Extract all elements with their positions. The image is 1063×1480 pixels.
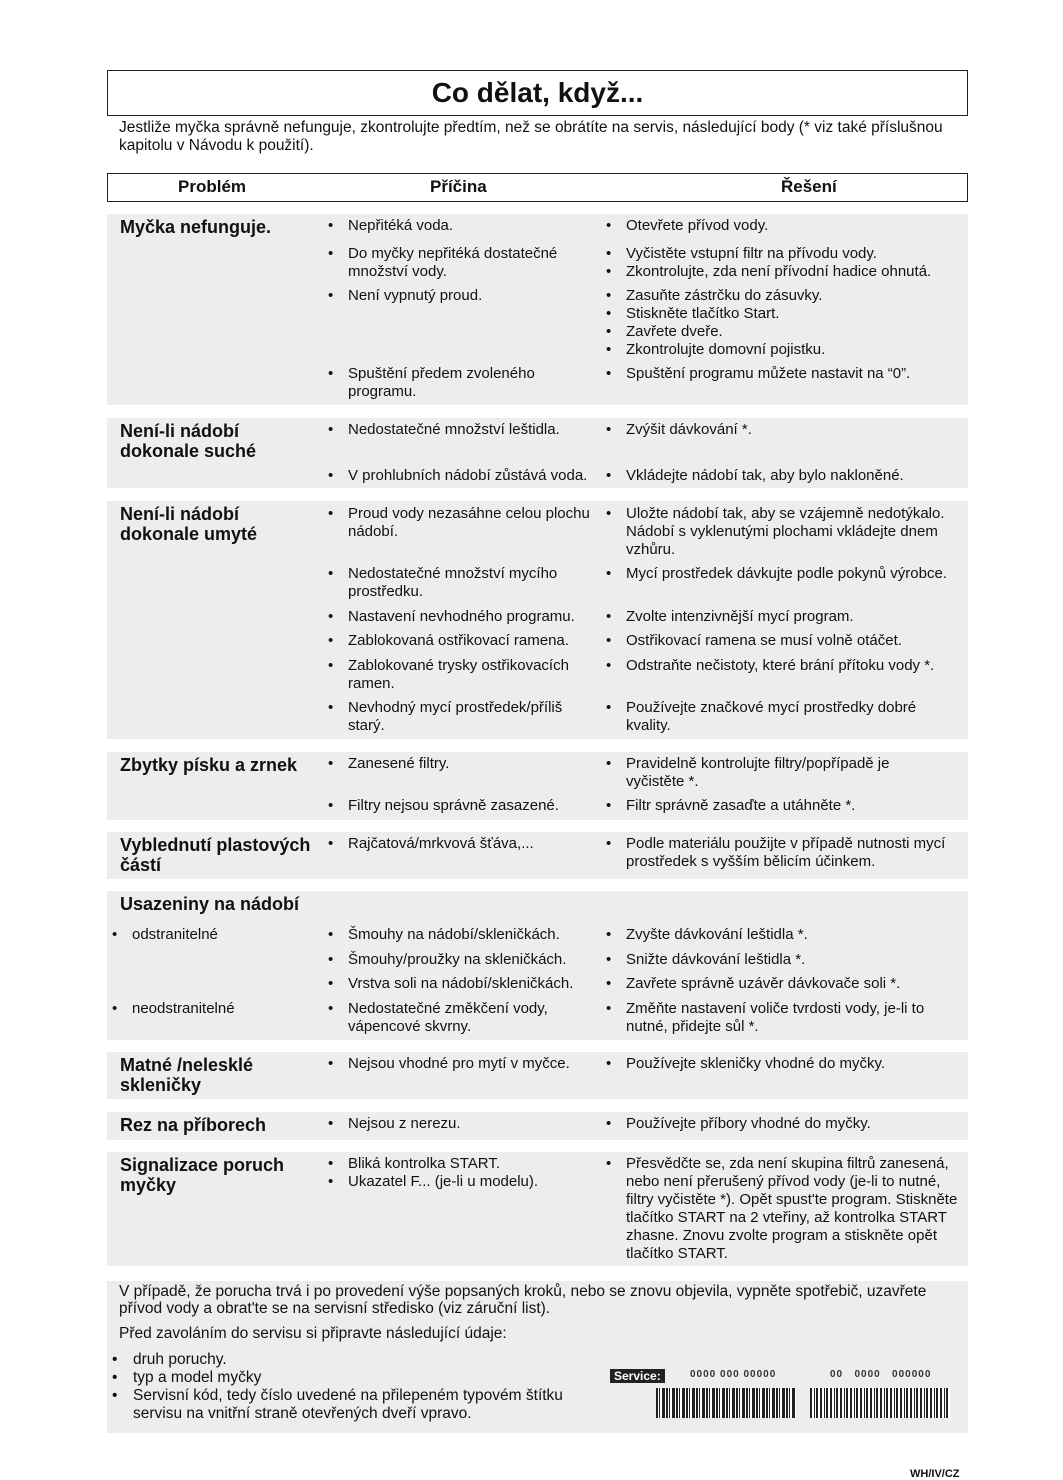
cause-item: • Nevhodný mycí prostředek/příliš starý. [328, 699, 563, 734]
solution-item: • Přesvědčte se, zda není skupina filtrů zanesená, nebo není přerušený přívod vody (je-li to nutné, filtry vyčistěte *). Opět spust'te program. Stiskněte tlačítko START na 2 vteřiny, až kontrolka START zhasne. Znovu zvolte program a stiskněte opět tlačítko START. [606, 1155, 958, 1262]
service-code-2: 00 0000 000000 [830, 1369, 932, 1380]
intro-text: Jestliže myčka správně nefunguje, zkontrolujte předtím, než se obrátíte na servis, následující body (* viz také příslušnou kapitolu v Návodu k použití). [119, 119, 943, 154]
solution-item: • Zavřete dveře. [606, 323, 723, 340]
problem-title: Usazeniny na nádobí [120, 894, 300, 914]
cause-item: • Ukazatel F... (je-li u modelu). [328, 1173, 539, 1190]
solution-item: • Zasuňte zástrčku do zásuvky. [606, 287, 823, 304]
solution-item: • Ostřikovací ramena se musí volně otáčet. [606, 632, 902, 649]
problem-title: Zbytky písku a zrnek [120, 755, 298, 775]
solution-item: • Stiskněte tlačítko Start. [606, 305, 780, 322]
solution-item: • Mycí prostředek dávkujte podle pokynů výrobce. [606, 565, 947, 582]
cause-item: • Proud vody nezasáhne celou plochu nádobí. [328, 505, 590, 540]
solution-item: • Snižte dávkování leštidla *. [606, 951, 806, 968]
solution-item: • Používejte značkové mycí prostředky dobré kvality. [606, 699, 917, 734]
footer-list-item: • typ a model myčky [112, 1369, 262, 1386]
footer-list-item: • Servisní kód, tedy číslo uvedené na přilepeném typovém štítku servisu na vnitřní straně otevřených dveří vpravo. [112, 1387, 563, 1422]
solution-item: • Zkontrolujte domovní pojistku. [606, 341, 826, 358]
cause-item: • V prohlubních nádobí zůstává voda. [328, 467, 588, 484]
cause-item: • Nejsou vhodné pro mytí v myčce. [328, 1055, 570, 1072]
solution-item: • Používejte příbory vhodné do myčky. [606, 1115, 871, 1132]
cause-item: • Nastavení nevhodného programu. [328, 608, 575, 625]
solution-item: • Uložte nádobí tak, aby se vzájemně nedotýkalo. Nádobí s vyklenutými plochami vkládejte dnem vzhůru. [606, 505, 945, 558]
solution-item: • Zavřete správně uzávěr dávkovače soli *. [606, 975, 901, 992]
solution-item: • Pravidelně kontrolujte filtry/popřípadě je vyčistěte *. [606, 755, 890, 790]
problem-title: Signalizace poruch myčky [120, 1155, 285, 1195]
footer-paragraph: V případě, že porucha trvá i po provedení výše popsaných kroků, nebo se znovu objevila, vypněte spotřebič, uzavřete přívod vody a obrat'te se na servisní středisko (viz záruční list). [119, 1283, 927, 1317]
problem-title: Vyblednutí plastových částí [120, 835, 311, 875]
cause-item: • Nepřitéká voda. [328, 217, 454, 234]
cause-item: • Nedostatečné množství leštidla. [328, 421, 560, 438]
cause-item: • Zablokovaná ostřikovací ramena. [328, 632, 569, 649]
barcode-2 [810, 1388, 950, 1418]
solution-item: • Podle materiálu použijte v případě nutnosti mycí prostředek s vyšším bělicím účinkem. [606, 835, 946, 870]
header-cause: Příčina [430, 177, 487, 196]
solution-item: • Zvýšit dávkování *. [606, 421, 752, 438]
cause-item: • Nedostatečné změkčení vody, vápencové skvrny. [328, 1000, 548, 1035]
problem-title: Matné /nelesklé skleničky [120, 1055, 254, 1095]
cause-item: • Spuštění předem zvoleného programu. [328, 365, 535, 400]
cause-item: • Zanesené filtry. [328, 755, 450, 772]
cause-item: • Nejsou z nerezu. [328, 1115, 461, 1132]
solution-item: • Vkládejte nádobí tak, aby bylo nakloněné. [606, 467, 904, 484]
header-problem: Problém [178, 177, 247, 196]
cause-item: • Šmouhy na nádobí/skleničkách. [328, 926, 560, 943]
solution-item: • Spuštění programu můžete nastavit na “0”. [606, 365, 911, 382]
solution-item: • Zvolte intenzivnější mycí program. [606, 608, 854, 625]
solution-item: • Změňte nastavení voliče tvrdosti vody, je-li to nutné, přidejte sůl *. [606, 1000, 925, 1035]
subcategory-item: • odstranitelné [112, 926, 218, 943]
barcode-1 [656, 1388, 796, 1418]
cause-item: • Šmouhy/proužky na skleničkách. [328, 951, 567, 968]
solution-item: • Zkontrolujte, zda není přívodní hadice ohnutá. [606, 263, 932, 280]
cause-item: • Vrstva soli na nádobí/skleničkách. [328, 975, 574, 992]
solution-item: • Vyčistěte vstupní filtr na přívodu vody. [606, 245, 877, 262]
service-label: Service: [610, 1369, 665, 1383]
problem-title: Není-li nádobí dokonale umyté [120, 504, 258, 544]
page-title: Co dělat, když... [107, 70, 968, 116]
footer-list-item: • druh poruchy. [112, 1351, 227, 1368]
footer-paragraph: Před zavoláním do servisu si připravte následující údaje: [119, 1325, 507, 1342]
problem-title: Rez na příborech [120, 1115, 267, 1135]
document-code: WH/IV/CZ [910, 1468, 960, 1480]
solution-item: • Zvyšte dávkování leštidla *. [606, 926, 808, 943]
service-label-sticker [608, 1366, 953, 1422]
header-solution: Řešení [781, 177, 837, 196]
problem-title: Myčka nefunguje. [120, 217, 272, 237]
cause-item: • Nedostatečné množství mycího prostředku. [328, 565, 558, 600]
subcategory-item: • neodstranitelné [112, 1000, 235, 1017]
solution-item: • Odstraňte nečistoty, které brání přítoku vody *. [606, 657, 935, 674]
service-code-1: 0000 000 00000 [690, 1369, 777, 1380]
table-header [107, 173, 968, 202]
problem-title: Není-li nádobí dokonale suché [120, 421, 257, 461]
cause-item: • Není vypnutý proud. [328, 287, 483, 304]
cause-item: • Do myčky nepřitéká dostatečné množství vody. [328, 245, 558, 280]
solution-item: • Používejte skleničky vhodné do myčky. [606, 1055, 886, 1072]
cause-item: • Bliká kontrolka START. [328, 1155, 500, 1172]
solution-item: • Filtr správně zasaďte a utáhněte *. [606, 797, 856, 814]
cause-item: • Filtry nejsou správně zasazené. [328, 797, 559, 814]
cause-item: • Rajčatová/mrkvová šťáva,... [328, 835, 534, 852]
solution-item: • Otevřete přívod vody. [606, 217, 769, 234]
cause-item: • Zablokované trysky ostřikovacích ramen. [328, 657, 569, 692]
